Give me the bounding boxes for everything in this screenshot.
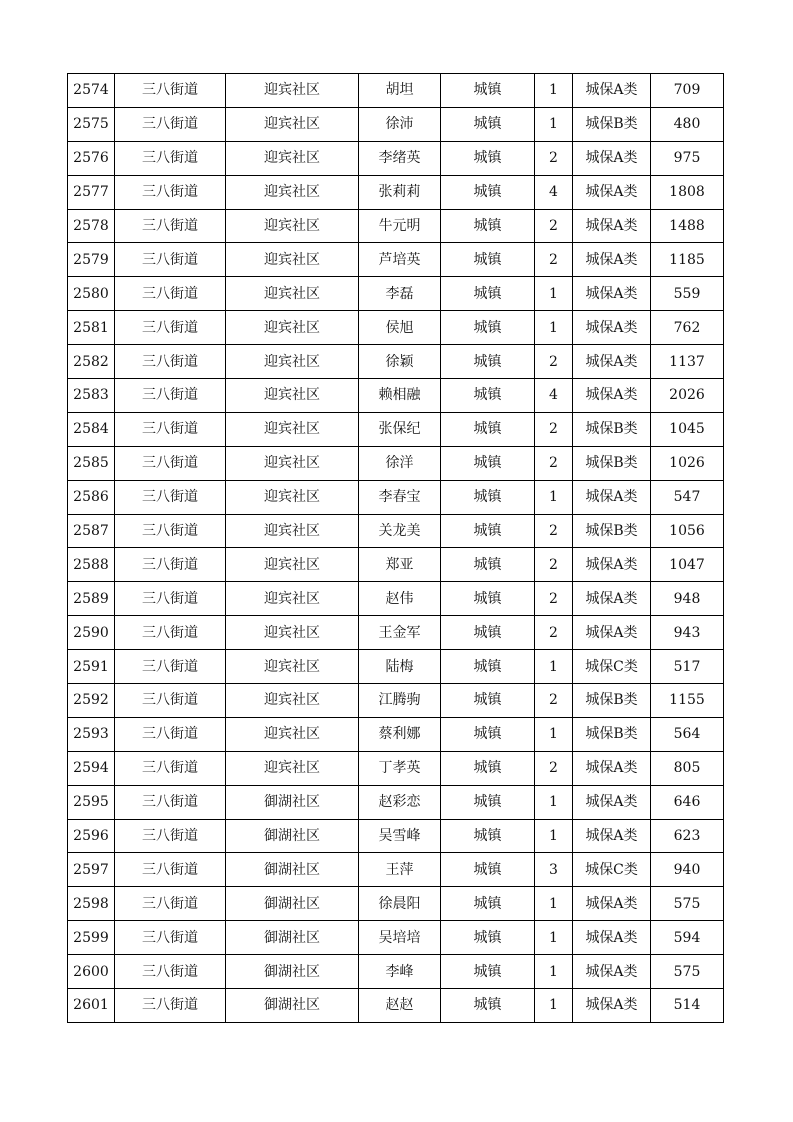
insurance-category-cell: 城保A类 — [573, 751, 651, 785]
serial-number-cell: 2581 — [68, 311, 115, 345]
amount-cell: 480 — [651, 107, 724, 141]
street-cell: 三八街道 — [115, 141, 226, 175]
member-count-cell: 2 — [535, 548, 573, 582]
street-cell: 三八街道 — [115, 209, 226, 243]
community-cell: 迎宾社区 — [226, 107, 359, 141]
name-cell: 徐沛 — [359, 107, 441, 141]
street-cell: 三八街道 — [115, 514, 226, 548]
name-cell: 陆梅 — [359, 650, 441, 684]
household-type-cell: 城镇 — [441, 989, 535, 1023]
community-cell: 迎宾社区 — [226, 514, 359, 548]
table-row — [68, 955, 724, 989]
table-row — [68, 785, 724, 819]
serial-number-cell: 2585 — [68, 446, 115, 480]
member-count-cell: 1 — [535, 650, 573, 684]
household-type-cell: 城镇 — [441, 277, 535, 311]
amount-cell: 943 — [651, 616, 724, 650]
insurance-category-cell: 城保A类 — [573, 887, 651, 921]
amount-cell: 1808 — [651, 175, 724, 209]
insurance-category-cell: 城保B类 — [573, 514, 651, 548]
member-count-cell: 1 — [535, 107, 573, 141]
serial-number-cell: 2582 — [68, 345, 115, 379]
table-row — [68, 751, 724, 785]
serial-number-cell: 2583 — [68, 379, 115, 413]
name-cell: 牛元明 — [359, 209, 441, 243]
amount-cell: 1045 — [651, 412, 724, 446]
name-cell: 吴培培 — [359, 921, 441, 955]
member-count-cell: 1 — [535, 819, 573, 853]
insurance-category-cell: 城保A类 — [573, 209, 651, 243]
member-count-cell: 2 — [535, 684, 573, 718]
insurance-category-cell: 城保C类 — [573, 853, 651, 887]
household-type-cell: 城镇 — [441, 74, 535, 108]
table-row — [68, 989, 724, 1023]
community-cell: 迎宾社区 — [226, 446, 359, 480]
serial-number-cell: 2578 — [68, 209, 115, 243]
community-cell: 迎宾社区 — [226, 379, 359, 413]
community-cell: 迎宾社区 — [226, 751, 359, 785]
amount-cell: 709 — [651, 74, 724, 108]
serial-number-cell: 2596 — [68, 819, 115, 853]
member-count-cell: 2 — [535, 751, 573, 785]
amount-cell: 1137 — [651, 345, 724, 379]
amount-cell: 575 — [651, 955, 724, 989]
street-cell: 三八街道 — [115, 616, 226, 650]
community-cell: 迎宾社区 — [226, 684, 359, 718]
community-cell: 迎宾社区 — [226, 717, 359, 751]
community-cell: 御湖社区 — [226, 887, 359, 921]
insurance-category-cell: 城保A类 — [573, 480, 651, 514]
table-row — [68, 412, 724, 446]
insurance-category-cell: 城保A类 — [573, 955, 651, 989]
member-count-cell: 2 — [535, 582, 573, 616]
insurance-category-cell: 城保A类 — [573, 379, 651, 413]
household-type-cell: 城镇 — [441, 955, 535, 989]
table-row — [68, 345, 724, 379]
street-cell: 三八街道 — [115, 548, 226, 582]
street-cell: 三八街道 — [115, 446, 226, 480]
amount-cell: 575 — [651, 887, 724, 921]
member-count-cell: 1 — [535, 785, 573, 819]
insurance-category-cell: 城保A类 — [573, 175, 651, 209]
member-count-cell: 2 — [535, 243, 573, 277]
table-row — [68, 819, 724, 853]
name-cell: 赵伟 — [359, 582, 441, 616]
insurance-category-cell: 城保A类 — [573, 785, 651, 819]
street-cell: 三八街道 — [115, 819, 226, 853]
amount-cell: 1155 — [651, 684, 724, 718]
name-cell: 李春宝 — [359, 480, 441, 514]
name-cell: 侯旭 — [359, 311, 441, 345]
amount-cell: 517 — [651, 650, 724, 684]
serial-number-cell: 2586 — [68, 480, 115, 514]
street-cell: 三八街道 — [115, 412, 226, 446]
table-row — [68, 107, 724, 141]
name-cell: 赵赵 — [359, 989, 441, 1023]
amount-cell: 1488 — [651, 209, 724, 243]
household-type-cell: 城镇 — [441, 853, 535, 887]
name-cell: 张保纪 — [359, 412, 441, 446]
street-cell: 三八街道 — [115, 175, 226, 209]
serial-number-cell: 2598 — [68, 887, 115, 921]
household-type-cell: 城镇 — [441, 209, 535, 243]
street-cell: 三八街道 — [115, 785, 226, 819]
serial-number-cell: 2575 — [68, 107, 115, 141]
household-type-cell: 城镇 — [441, 243, 535, 277]
household-type-cell: 城镇 — [441, 446, 535, 480]
member-count-cell: 1 — [535, 311, 573, 345]
name-cell: 徐洋 — [359, 446, 441, 480]
serial-number-cell: 2600 — [68, 955, 115, 989]
household-type-cell: 城镇 — [441, 650, 535, 684]
table-row — [68, 616, 724, 650]
street-cell: 三八街道 — [115, 853, 226, 887]
name-cell: 关龙美 — [359, 514, 441, 548]
member-count-cell: 1 — [535, 955, 573, 989]
insurance-category-cell: 城保B类 — [573, 446, 651, 480]
member-count-cell: 1 — [535, 480, 573, 514]
street-cell: 三八街道 — [115, 751, 226, 785]
name-cell: 徐颖 — [359, 345, 441, 379]
member-count-cell: 2 — [535, 616, 573, 650]
community-cell: 迎宾社区 — [226, 650, 359, 684]
street-cell: 三八街道 — [115, 277, 226, 311]
member-count-cell: 2 — [535, 446, 573, 480]
community-cell: 迎宾社区 — [226, 141, 359, 175]
name-cell: 郑亚 — [359, 548, 441, 582]
table-row — [68, 243, 724, 277]
street-cell: 三八街道 — [115, 921, 226, 955]
table-row — [68, 311, 724, 345]
member-count-cell: 4 — [535, 175, 573, 209]
table-row — [68, 277, 724, 311]
name-cell: 蔡利娜 — [359, 717, 441, 751]
community-cell: 迎宾社区 — [226, 277, 359, 311]
insurance-category-cell: 城保A类 — [573, 141, 651, 175]
household-type-cell: 城镇 — [441, 819, 535, 853]
household-type-cell: 城镇 — [441, 684, 535, 718]
street-cell: 三八街道 — [115, 650, 226, 684]
amount-cell: 805 — [651, 751, 724, 785]
table-row — [68, 650, 724, 684]
serial-number-cell: 2590 — [68, 616, 115, 650]
household-type-cell: 城镇 — [441, 412, 535, 446]
household-type-cell: 城镇 — [441, 785, 535, 819]
serial-number-cell: 2594 — [68, 751, 115, 785]
table-row — [68, 684, 724, 718]
beneficiary-table — [67, 73, 724, 1023]
serial-number-cell: 2592 — [68, 684, 115, 718]
table-row — [68, 717, 724, 751]
name-cell: 李峰 — [359, 955, 441, 989]
household-type-cell: 城镇 — [441, 548, 535, 582]
street-cell: 三八街道 — [115, 717, 226, 751]
street-cell: 三八街道 — [115, 311, 226, 345]
name-cell: 王金军 — [359, 616, 441, 650]
household-type-cell: 城镇 — [441, 616, 535, 650]
community-cell: 御湖社区 — [226, 819, 359, 853]
street-cell: 三八街道 — [115, 684, 226, 718]
name-cell: 赵彩恋 — [359, 785, 441, 819]
insurance-category-cell: 城保A类 — [573, 921, 651, 955]
name-cell: 赖相融 — [359, 379, 441, 413]
amount-cell: 762 — [651, 311, 724, 345]
community-cell: 御湖社区 — [226, 785, 359, 819]
serial-number-cell: 2577 — [68, 175, 115, 209]
name-cell: 李磊 — [359, 277, 441, 311]
community-cell: 御湖社区 — [226, 955, 359, 989]
amount-cell: 623 — [651, 819, 724, 853]
community-cell: 迎宾社区 — [226, 74, 359, 108]
insurance-category-cell: 城保A类 — [573, 345, 651, 379]
amount-cell: 564 — [651, 717, 724, 751]
amount-cell: 948 — [651, 582, 724, 616]
insurance-category-cell: 城保A类 — [573, 582, 651, 616]
member-count-cell: 2 — [535, 141, 573, 175]
member-count-cell: 2 — [535, 209, 573, 243]
serial-number-cell: 2599 — [68, 921, 115, 955]
member-count-cell: 3 — [535, 853, 573, 887]
street-cell: 三八街道 — [115, 887, 226, 921]
amount-cell: 1026 — [651, 446, 724, 480]
amount-cell: 1056 — [651, 514, 724, 548]
household-type-cell: 城镇 — [441, 887, 535, 921]
community-cell: 迎宾社区 — [226, 548, 359, 582]
street-cell: 三八街道 — [115, 989, 226, 1023]
member-count-cell: 1 — [535, 921, 573, 955]
table-row — [68, 141, 724, 175]
household-type-cell: 城镇 — [441, 717, 535, 751]
amount-cell: 646 — [651, 785, 724, 819]
street-cell: 三八街道 — [115, 107, 226, 141]
name-cell: 吴雪峰 — [359, 819, 441, 853]
household-type-cell: 城镇 — [441, 345, 535, 379]
serial-number-cell: 2580 — [68, 277, 115, 311]
serial-number-cell: 2588 — [68, 548, 115, 582]
serial-number-cell: 2584 — [68, 412, 115, 446]
community-cell: 迎宾社区 — [226, 209, 359, 243]
member-count-cell: 2 — [535, 345, 573, 379]
community-cell: 迎宾社区 — [226, 616, 359, 650]
name-cell: 张莉莉 — [359, 175, 441, 209]
member-count-cell: 2 — [535, 514, 573, 548]
table-row — [68, 379, 724, 413]
street-cell: 三八街道 — [115, 379, 226, 413]
member-count-cell: 1 — [535, 74, 573, 108]
household-type-cell: 城镇 — [441, 107, 535, 141]
serial-number-cell: 2593 — [68, 717, 115, 751]
insurance-category-cell: 城保C类 — [573, 650, 651, 684]
household-type-cell: 城镇 — [441, 921, 535, 955]
table-row — [68, 514, 724, 548]
amount-cell: 514 — [651, 989, 724, 1023]
name-cell: 丁孝英 — [359, 751, 441, 785]
insurance-category-cell: 城保A类 — [573, 277, 651, 311]
insurance-category-cell: 城保A类 — [573, 819, 651, 853]
street-cell: 三八街道 — [115, 345, 226, 379]
table-row — [68, 921, 724, 955]
amount-cell: 940 — [651, 853, 724, 887]
insurance-category-cell: 城保B类 — [573, 412, 651, 446]
community-cell: 迎宾社区 — [226, 480, 359, 514]
street-cell: 三八街道 — [115, 243, 226, 277]
name-cell: 胡坦 — [359, 74, 441, 108]
member-count-cell: 4 — [535, 379, 573, 413]
serial-number-cell: 2595 — [68, 785, 115, 819]
serial-number-cell: 2597 — [68, 853, 115, 887]
insurance-category-cell: 城保B类 — [573, 684, 651, 718]
member-count-cell: 2 — [535, 412, 573, 446]
name-cell: 江腾驹 — [359, 684, 441, 718]
table-body — [68, 74, 724, 1023]
member-count-cell: 1 — [535, 717, 573, 751]
community-cell: 御湖社区 — [226, 921, 359, 955]
table-row — [68, 74, 724, 108]
table-row — [68, 887, 724, 921]
community-cell: 迎宾社区 — [226, 412, 359, 446]
community-cell: 迎宾社区 — [226, 311, 359, 345]
community-cell: 迎宾社区 — [226, 345, 359, 379]
insurance-category-cell: 城保A类 — [573, 616, 651, 650]
street-cell: 三八街道 — [115, 480, 226, 514]
household-type-cell: 城镇 — [441, 141, 535, 175]
community-cell: 迎宾社区 — [226, 582, 359, 616]
community-cell: 御湖社区 — [226, 989, 359, 1023]
name-cell: 徐晨阳 — [359, 887, 441, 921]
amount-cell: 975 — [651, 141, 724, 175]
street-cell: 三八街道 — [115, 955, 226, 989]
table-row — [68, 853, 724, 887]
table-row — [68, 175, 724, 209]
insurance-category-cell: 城保A类 — [573, 74, 651, 108]
amount-cell: 1185 — [651, 243, 724, 277]
name-cell: 李绪英 — [359, 141, 441, 175]
insurance-category-cell: 城保A类 — [573, 548, 651, 582]
table-row — [68, 582, 724, 616]
amount-cell: 559 — [651, 277, 724, 311]
serial-number-cell: 2579 — [68, 243, 115, 277]
amount-cell: 594 — [651, 921, 724, 955]
community-cell: 迎宾社区 — [226, 175, 359, 209]
household-type-cell: 城镇 — [441, 480, 535, 514]
household-type-cell: 城镇 — [441, 379, 535, 413]
member-count-cell: 1 — [535, 989, 573, 1023]
member-count-cell: 1 — [535, 277, 573, 311]
community-cell: 迎宾社区 — [226, 243, 359, 277]
serial-number-cell: 2589 — [68, 582, 115, 616]
insurance-category-cell: 城保A类 — [573, 243, 651, 277]
insurance-category-cell: 城保B类 — [573, 107, 651, 141]
household-type-cell: 城镇 — [441, 751, 535, 785]
serial-number-cell: 2587 — [68, 514, 115, 548]
household-type-cell: 城镇 — [441, 582, 535, 616]
table-row — [68, 480, 724, 514]
serial-number-cell: 2576 — [68, 141, 115, 175]
street-cell: 三八街道 — [115, 582, 226, 616]
insurance-category-cell: 城保B类 — [573, 717, 651, 751]
amount-cell: 2026 — [651, 379, 724, 413]
community-cell: 御湖社区 — [226, 853, 359, 887]
serial-number-cell: 2591 — [68, 650, 115, 684]
street-cell: 三八街道 — [115, 74, 226, 108]
household-type-cell: 城镇 — [441, 514, 535, 548]
serial-number-cell: 2574 — [68, 74, 115, 108]
serial-number-cell: 2601 — [68, 989, 115, 1023]
insurance-category-cell: 城保A类 — [573, 989, 651, 1023]
name-cell: 王萍 — [359, 853, 441, 887]
table-row — [68, 209, 724, 243]
table-row — [68, 446, 724, 480]
household-type-cell: 城镇 — [441, 175, 535, 209]
name-cell: 芦培英 — [359, 243, 441, 277]
amount-cell: 547 — [651, 480, 724, 514]
table-row — [68, 548, 724, 582]
amount-cell: 1047 — [651, 548, 724, 582]
insurance-category-cell: 城保A类 — [573, 311, 651, 345]
household-type-cell: 城镇 — [441, 311, 535, 345]
member-count-cell: 1 — [535, 887, 573, 921]
